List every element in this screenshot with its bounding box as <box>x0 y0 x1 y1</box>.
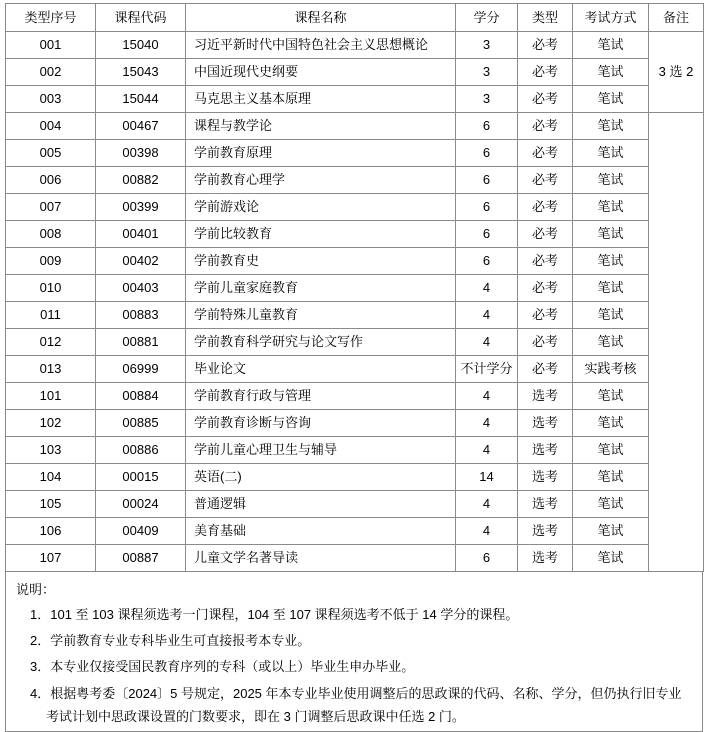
cell-seq: 011 <box>6 302 96 329</box>
table-body <box>6 32 704 572</box>
cell-code: 15043 <box>96 59 186 86</box>
cell-name: 学前教育心理学 <box>186 167 456 194</box>
cell-code: 00884 <box>96 383 186 410</box>
table-row <box>6 275 704 302</box>
cell-credit: 3 <box>456 32 518 59</box>
cell-exam: 笔试 <box>573 194 649 221</box>
cell-exam: 笔试 <box>573 275 649 302</box>
cell-credit: 6 <box>456 140 518 167</box>
cell-name: 英语(二) <box>186 464 456 491</box>
cell-credit: 4 <box>456 329 518 356</box>
cell-type: 必考 <box>518 113 573 140</box>
cell-credit: 6 <box>456 248 518 275</box>
cell-seq: 107 <box>6 545 96 572</box>
cell-name: 学前儿童心理卫生与辅导 <box>186 437 456 464</box>
cell-type: 必考 <box>518 167 573 194</box>
cell-credit: 4 <box>456 491 518 518</box>
cell-exam: 笔试 <box>573 140 649 167</box>
cell-name: 学前教育科学研究与论文写作 <box>186 329 456 356</box>
cell-exam: 笔试 <box>573 437 649 464</box>
column-header-code: 课程代码 <box>96 4 186 32</box>
table-row <box>6 59 704 86</box>
cell-seq: 104 <box>6 464 96 491</box>
cell-type: 必考 <box>518 194 573 221</box>
cell-credit: 4 <box>456 383 518 410</box>
cell-seq: 105 <box>6 491 96 518</box>
cell-exam: 笔试 <box>573 302 649 329</box>
cell-type: 选考 <box>518 518 573 545</box>
table-row <box>6 221 704 248</box>
cell-code: 15044 <box>96 86 186 113</box>
cell-exam: 笔试 <box>573 410 649 437</box>
cell-exam: 笔试 <box>573 59 649 86</box>
cell-type: 选考 <box>518 491 573 518</box>
table-header <box>6 4 704 32</box>
cell-code: 00883 <box>96 302 186 329</box>
column-header-credit: 学分 <box>456 4 518 32</box>
cell-credit: 6 <box>456 545 518 572</box>
cell-type: 选考 <box>518 410 573 437</box>
cell-code: 00887 <box>96 545 186 572</box>
cell-seq: 004 <box>6 113 96 140</box>
cell-name: 习近平新时代中国特色社会主义思想概论 <box>186 32 456 59</box>
cell-code: 00403 <box>96 275 186 302</box>
column-header-exam: 考试方式 <box>573 4 649 32</box>
cell-type: 必考 <box>518 86 573 113</box>
cell-exam: 笔试 <box>573 545 649 572</box>
column-header-type: 类型 <box>518 4 573 32</box>
cell-code: 00399 <box>96 194 186 221</box>
cell-seq: 008 <box>6 221 96 248</box>
cell-code: 06999 <box>96 356 186 383</box>
table-row <box>6 464 704 491</box>
cell-type: 必考 <box>518 32 573 59</box>
cell-code: 00885 <box>96 410 186 437</box>
cell-code: 00467 <box>96 113 186 140</box>
cell-name: 学前教育原理 <box>186 140 456 167</box>
cell-name: 毕业论文 <box>186 356 456 383</box>
cell-credit: 6 <box>456 221 518 248</box>
table-row <box>6 86 704 113</box>
cell-seq: 101 <box>6 383 96 410</box>
cell-type: 必考 <box>518 356 573 383</box>
cell-exam: 笔试 <box>573 248 649 275</box>
cell-seq: 002 <box>6 59 96 86</box>
cell-name: 学前特殊儿童教育 <box>186 302 456 329</box>
cell-seq: 013 <box>6 356 96 383</box>
cell-code: 00886 <box>96 437 186 464</box>
cell-exam: 笔试 <box>573 464 649 491</box>
cell-name: 中国近现代史纲要 <box>186 59 456 86</box>
cell-seq: 102 <box>6 410 96 437</box>
cell-code: 00401 <box>96 221 186 248</box>
cell-code: 00881 <box>96 329 186 356</box>
cell-code: 00015 <box>96 464 186 491</box>
cell-type: 选考 <box>518 437 573 464</box>
note-item-1: 1．101 至 103 课程须选考一门课程，104 至 107 课程须选考不低于 14 学分的课程。 <box>30 607 519 622</box>
cell-code: 00398 <box>96 140 186 167</box>
cell-seq: 012 <box>6 329 96 356</box>
cell-code: 00409 <box>96 518 186 545</box>
table-row <box>6 32 704 59</box>
cell-name: 课程与教学论 <box>186 113 456 140</box>
cell-code: 15040 <box>96 32 186 59</box>
cell-type: 必考 <box>518 275 573 302</box>
cell-name: 儿童文学名著导读 <box>186 545 456 572</box>
cell-type: 必考 <box>518 302 573 329</box>
table-row <box>6 329 704 356</box>
cell-name: 学前教育行政与管理 <box>186 383 456 410</box>
table-row <box>6 140 704 167</box>
cell-note-group-1: 3 选 2 <box>649 32 704 113</box>
cell-credit: 4 <box>456 302 518 329</box>
cell-exam: 笔试 <box>573 491 649 518</box>
cell-name: 美育基础 <box>186 518 456 545</box>
cell-code: 00882 <box>96 167 186 194</box>
cell-name: 马克思主义基本原理 <box>186 86 456 113</box>
course-plan-table <box>5 3 704 572</box>
cell-exam: 笔试 <box>573 383 649 410</box>
table-row <box>6 167 704 194</box>
cell-name: 普通逻辑 <box>186 491 456 518</box>
table-row <box>6 491 704 518</box>
cell-type: 必考 <box>518 248 573 275</box>
cell-type: 必考 <box>518 329 573 356</box>
cell-seq: 010 <box>6 275 96 302</box>
table-row <box>6 248 704 275</box>
table-row <box>6 194 704 221</box>
note-item-2: 2．学前教育专业专科毕业生可直接报考本专业。 <box>30 633 311 648</box>
cell-note-group-2 <box>649 113 704 572</box>
cell-type: 选考 <box>518 383 573 410</box>
cell-name: 学前比较教育 <box>186 221 456 248</box>
table-row <box>6 383 704 410</box>
column-header-name: 课程名称 <box>186 4 456 32</box>
cell-exam: 笔试 <box>573 329 649 356</box>
cell-type: 选考 <box>518 464 573 491</box>
column-header-note: 备注 <box>649 4 704 32</box>
table-row <box>6 302 704 329</box>
notes-section <box>5 572 703 732</box>
cell-name: 学前教育诊断与咨询 <box>186 410 456 437</box>
cell-credit: 不计学分 <box>456 356 518 383</box>
header-row <box>6 4 704 32</box>
table-row <box>6 113 704 140</box>
cell-seq: 106 <box>6 518 96 545</box>
cell-seq: 001 <box>6 32 96 59</box>
table-row <box>6 437 704 464</box>
cell-exam: 实践考核 <box>573 356 649 383</box>
table-row <box>6 545 704 572</box>
cell-exam: 笔试 <box>573 32 649 59</box>
cell-type: 必考 <box>518 59 573 86</box>
table-row <box>6 518 704 545</box>
cell-exam: 笔试 <box>573 167 649 194</box>
cell-credit: 6 <box>456 167 518 194</box>
note-item-3: 3．本专业仅接受国民教育序列的专科（或以上）毕业生申办毕业。 <box>30 659 415 674</box>
cell-credit: 4 <box>456 410 518 437</box>
cell-exam: 笔试 <box>573 86 649 113</box>
cell-name: 学前游戏论 <box>186 194 456 221</box>
cell-credit: 4 <box>456 275 518 302</box>
cell-seq: 005 <box>6 140 96 167</box>
cell-name: 学前儿童家庭教育 <box>186 275 456 302</box>
table-row <box>6 356 704 383</box>
cell-exam: 笔试 <box>573 518 649 545</box>
note-item-4: 4．根据粤考委〔2024〕5 号规定，2025 年本专业毕业使用调整后的思政课的代码、名称、学分，但仍执行旧专业考试计划中思政课设置的门数要求，即在 3 门调整后思政课中任选 2 门。 <box>30 686 682 724</box>
cell-type: 必考 <box>518 221 573 248</box>
cell-seq: 009 <box>6 248 96 275</box>
cell-code: 00402 <box>96 248 186 275</box>
cell-credit: 4 <box>456 437 518 464</box>
cell-credit: 14 <box>456 464 518 491</box>
cell-type: 选考 <box>518 545 573 572</box>
cell-name: 学前教育史 <box>186 248 456 275</box>
cell-credit: 6 <box>456 113 518 140</box>
cell-credit: 3 <box>456 59 518 86</box>
cell-exam: 笔试 <box>573 113 649 140</box>
cell-type: 必考 <box>518 140 573 167</box>
cell-exam: 笔试 <box>573 221 649 248</box>
cell-seq: 006 <box>6 167 96 194</box>
cell-seq: 103 <box>6 437 96 464</box>
column-header-seq: 类型序号 <box>6 4 96 32</box>
cell-credit: 4 <box>456 518 518 545</box>
cell-seq: 003 <box>6 86 96 113</box>
table-row <box>6 410 704 437</box>
cell-credit: 3 <box>456 86 518 113</box>
cell-seq: 007 <box>6 194 96 221</box>
cell-credit: 6 <box>456 194 518 221</box>
notes-title: 说明： <box>16 582 56 597</box>
cell-code: 00024 <box>96 491 186 518</box>
